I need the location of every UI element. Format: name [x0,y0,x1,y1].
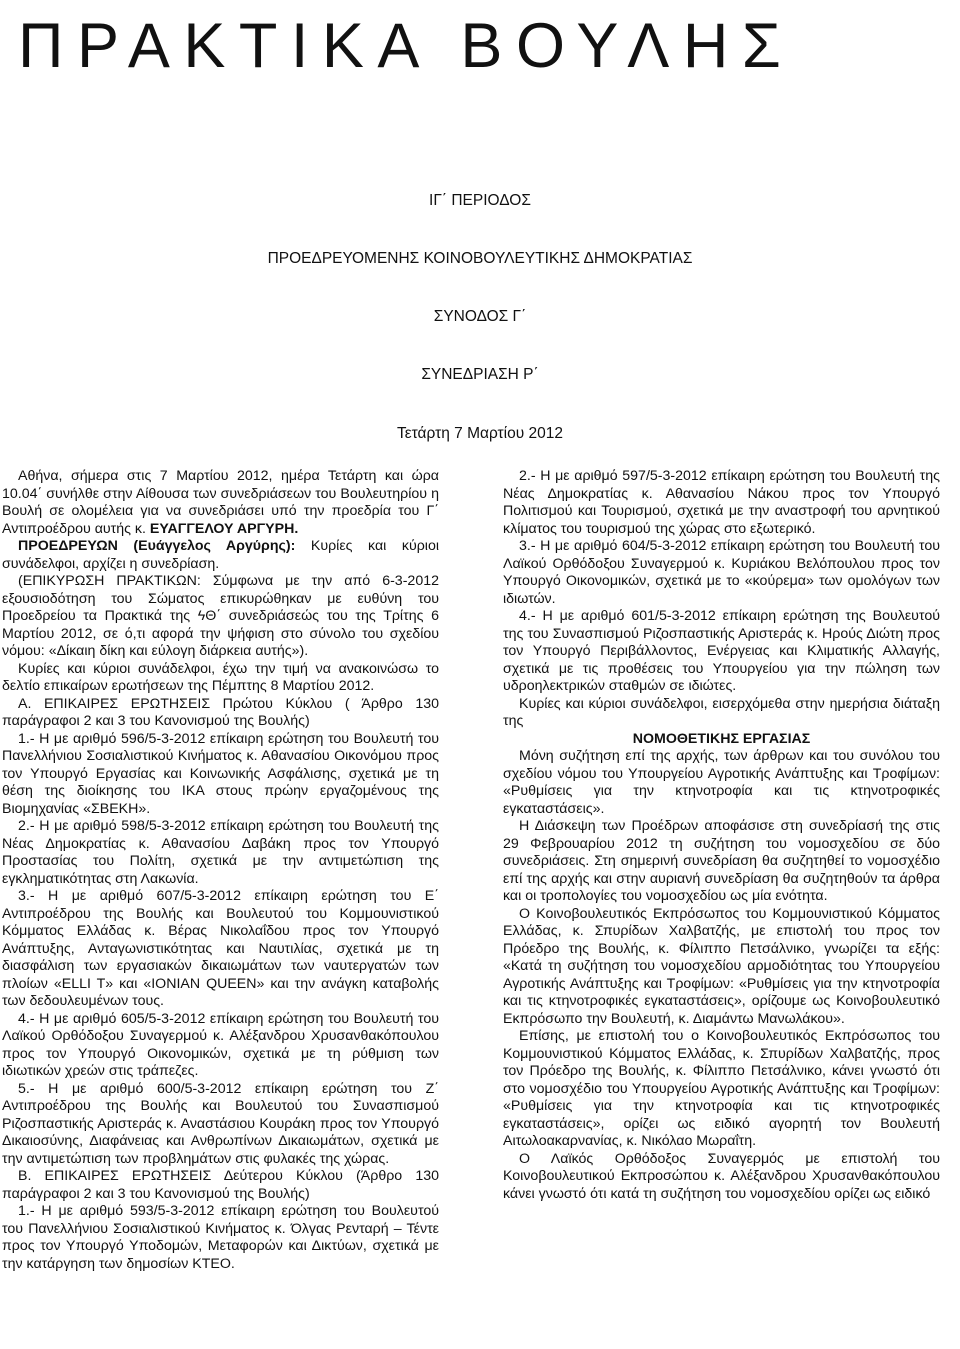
democracy-heading: ΠΡΟΕΔΡΕΥΟΜΕΝΗΣ ΚΟΙΝΟΒΟΥΛΕΥΤΙΚΗΣ ΔΗΜΟΚΡΑΤΙΑΣ [267,250,693,267]
paragraph: Κυρίες και κύριοι συνάδελφοι, έχω την τιμή να ανακοινώσω το δελτίο επικαίρων ερωτήσεων της Πέμπτης 8 Μαρτίου 2012. [2,660,439,694]
paragraph-text: Κυρίες και κύριοι συνάδελφοι, αρχίζει η συνεδρίαση. [2,538,439,572]
paragraph: Κυρίες και κύριοι συνάδελφοι, εισερχόμεθα στην ημερήσια διάταξη της [503,695,940,729]
paragraph: 4.- Η με αριθμό 605/5-3-2012 επίκαιρη ερώτηση του Βουλευτή του Λαϊκού Ορθόδοξου Συναγερμού κ. Αλέξανδρου Χρυσανθακόπουλου προς τον Υπουργό Οικονομικών, σχετικά με τη ρύθμιση των ιδιωτικών χρεών στις τράπεζες. [2,1010,439,1079]
period-heading: ΙΓ΄ ΠΕΡΙΟΔΟΣ [429,192,531,209]
session-heading: ΣΥΝΕΔΡΙΑΣΗ Ρ΄ [421,366,539,383]
chair-name: ΕΥΑΓΓΕΛΟΥ ΑΡΓΥΡΗ. [149,520,299,537]
paragraph: 2.- Η με αριθμό 598/5-3-2012 επίκαιρη ερώτηση του Βουλευτή της Νέας Δημοκρατίας κ. Αθανασίου Δαβάκη προς τον Υπουργό Προστασίας του Πολίτη, σχετικά με την αντιμετώπιση της εγκληματικότητας στη Λακωνία. [2,818,439,887]
paragraph: Ο Κοινοβουλευτικός Εκπρόσωπος του Κομμουνιστικού Κόμματος Ελλάδας, κ. Σπυρίδων Χαλβατζής, με επιστολή του προς τον Πρόεδρο της Βουλής, κ. Φίλιππο Πετσάλνικο, γνωρίζει τα εξής: «Κατά τη συζήτηση του νομοσχεδίου αρμοδιότητας του Υπουργείου Αγροτικής Ανάπτυξης και Τροφίμων: «Ρυθμίσεις για την κτηνοτροφία και τις κτηνοτροφικές εγκαταστάσεις», ορίζουμε ως Κοινοβουλευτικό Εκπρόσωπο την Βουλευτή, κ. Διαμάντω Μανωλάκου». [503,905,940,1027]
left-column [2,468,439,1273]
paragraph [2,468,439,538]
paragraph: Επίσης, με επιστολή του ο Κοινοβουλευτικός Εκπρόσωπος του Κομμουνιστικού Κόμματος Ελλάδας, κ. Σπυρίδων Χαλβατζής, προς τον Πρόεδρο της Βουλής, κ. Φίλιππο Πετσάλνικο, κάνει γνωστό ότι στο νομοσχέδιο του Υπουργείου Αγροτικής Ανάπτυξης και Τροφίμων: «Ρυθμίσεις για την κτηνοτροφία και τις κτηνοτροφικές εγκαταστάσεις», ορίζει ως ειδικό αγορητή τον Βουλευτή Αιτωλοακαρνανίας, κ. Νικόλαο Μωραΐτη. [503,1028,940,1149]
paragraph: Α. ΕΠΙΚΑΙΡΕΣ ΕΡΩΤΗΣΕΙΣ Πρώτου Κύκλου ( Άρθρο 130 παράγραφοι 2 και 3 του Κανονισμού της Βουλής) [2,695,439,729]
paragraph-text: Αθήνα, σήμερα στις 7 Μαρτίου 2012, ημέρα Τετάρτη και ώρα 10.04΄ συνήλθε στην Αίθουσα των συνεδριάσεων του Βουλευτηρίου η Βουλή σε ολομέλεια για να συνεδριάσει υπό την προεδρία του Γ΄ Αντιπροέδρου αυτής κ. [2,468,439,537]
paragraph: 3.- Η με αριθμό 604/5-3-2012 επίκαιρη ερώτηση του Βουλευτή του Λαϊκού Ορθόδοξου Συναγερμού κ. Κυριάκου Βελόπουλου προς τον Υπουργό Οικονομικών, σχετικά με το «κούρεμα» των ομολόγων των ιδιωτών. [503,538,940,607]
paragraph: 1.- Η με αριθμό 596/5-3-2012 επίκαιρη ερώτηση του Βουλευτή του Πανελλήνιου Σοσιαλιστικού Κινήματος κ. Αθανασίου Οικονόμου προς τον Υπουργό Εργασίας και Κοινωνικής Ασφάλισης, σχετικά με τη θέση της διοίκησης του ΙΚΑ στους πρώην εργαζομένους της Βιομηχανίας «ΣΒΕΚΗ». [2,730,439,817]
page-title: ΠΡΑΚΤΙΚΑ ΒΟΥΛΗΣ [18,11,795,81]
paragraph: (ΕΠΙΚΥΡΩΣΗ ΠΡΑΚΤΙΚΩΝ: Σύμφωνα με την από 6-3-2012 εξουσιοδότηση του Σώματος επικυρώθηκαν με ευθύνη του Προεδρείου τα Πρακτικά της ϟΘ΄ συνεδριάσεώς του της Τρίτης 6 Μαρτίου 2012, σε ό,τι αφορά την ψήφιση στο σύνολο του σχεδίου νόμου: «Δίκαιη δίκη και εύλογη διάρκεια αυτής»). [2,573,439,659]
paragraph: 5.- Η με αριθμό 600/5-3-2012 επίκαιρη ερώτηση του Ζ΄ Αντιπροέδρου της Βουλής και Βουλευτού του Συνασπισμού Ριζοσπαστικής Αριστεράς κ. Αναστάσιου Κουράκη προς τον Υπουργό Δικαιοσύνης, Διαφάνειας και Ανθρωπίνων Δικαιωμάτων, σχετικά με την αντιμετώπιση των προβλημάτων στις φυλακές της χώρας. [2,1080,439,1167]
paragraph: Β. ΕΠΙΚΑΙΡΕΣ ΕΡΩΤΗΣΕΙΣ Δεύτερου Κύκλου (Άρθρο 130 παράγραφοι 2 και 3 του Κανονισμού της Βουλής) [2,1168,439,1202]
paragraph: 3.- Η με αριθμό 607/5-3-2012 επίκαιρη ερώτηση του Ε΄ Αντιπροέδρου της Βουλής και Βουλευτού του Κομμουνιστικού Κόμματος Ελλάδας κ. Βέρας Νικολαΐδου προς τον Υπουργό Ανάπτυξης, Ανταγωνιστικότητας και Ναυτιλίας, σχετικά με τη διασφάλιση των εργασιακών δικαιωμάτων των ναυτεργατών των πλοίων «ELLI T» και «IONIAN QUEEN» και την ανάγκη καταβολής των δεδουλευμένων τους. [2,888,439,1009]
paragraph: 2.- Η με αριθμό 597/5-3-2012 επίκαιρη ερώτηση του Βουλευτή της Νέας Δημοκρατίας κ. Αθανασίου Νάκου προς τον Υπουργό Πολιτισμού και Τουρισμού, σχετικά με την αναστροφή του αρνητικού κλίματος του τουρισμού της χώρας στο εξωτερικό. [503,468,940,537]
speaker-label: ΠΡΟΕΔΡΕΥΩΝ (Ευάγγελος Αργύρης): [18,538,296,554]
paragraph: Ο Λαϊκός Ορθόδοξος Συναγερμός με επιστολή του Κοινοβουλευτικού Εκπροσώπου κ. Αλέξανδρου Χρυσανθακόπουλου κάνει γνωστό ότι κατά τη συζήτηση του νομοσχεδίου ορίζει ως ειδικό [503,1150,940,1202]
paragraph: 1.- Η με αριθμό 593/5-3-2012 επίκαιρη ερώτηση του Βουλευτού του Πανελλήνιου Σοσιαλιστικού Κινήματος κ. Όλγας Ρενταρή – Τέντε προς τον Υπουργό Υποδομών, Μεταφορών και Δικτύων, σχετικά με την κατάργηση των δημοσίων ΚΤΕΟ. [2,1203,439,1272]
right-column [503,468,940,1203]
paragraph [2,538,439,573]
paragraph: Μόνη συζήτηση επί της αρχής, των άρθρων και του συνόλου του σχεδίου νόμου του Υπουργείου Αγροτικής Ανάπτυξης και Τροφίμων: «Ρυθμίσεις για την κτηνοτροφία και τις κτηνοτροφικές εγκαταστάσεις». [503,748,940,817]
section-subheading: ΝΟΜΟΘΕΤΙΚΗΣ ΕΡΓΑΣΙΑΣ [632,730,811,747]
date-heading: Τετάρτη 7 Μαρτίου 2012 [396,425,564,442]
paragraph: Η Διάσκεψη των Προέδρων αποφάσισε στη συνεδρίασή της στις 29 Φεβρουαρίου 2012 τη συζήτηση του νομοσχεδίου σε δύο συνεδριάσεις. Στη σημερινή συνεδρίαση θα συζητηθεί το νομοσχέδιο επί της αρχής και στην αυριανή συνεδρίαση θα συζητηθούν τα άρθρα και οι τροπολογίες του νομοσχεδίου ως μία ενότητα. [503,818,940,904]
synodos-heading: ΣΥΝΟΔΟΣ Γ΄ [433,308,527,325]
paragraph: 4.- Η με αριθμό 601/5-3-2012 επίκαιρη ερώτηση της Βουλευτού της του Συνασπισμού Ριζοσπαστικής Αριστεράς κ. Ηρούς Διώτη προς τον Υπουργό Περιβάλλοντος, Ενέργειας και Κλιματικής Αλλαγής, σχετικά με τις προθέσεις του Υπουργείου για την πώληση των υδροηλεκτρικών σταθμών σε ιδιώτες. [503,608,940,694]
